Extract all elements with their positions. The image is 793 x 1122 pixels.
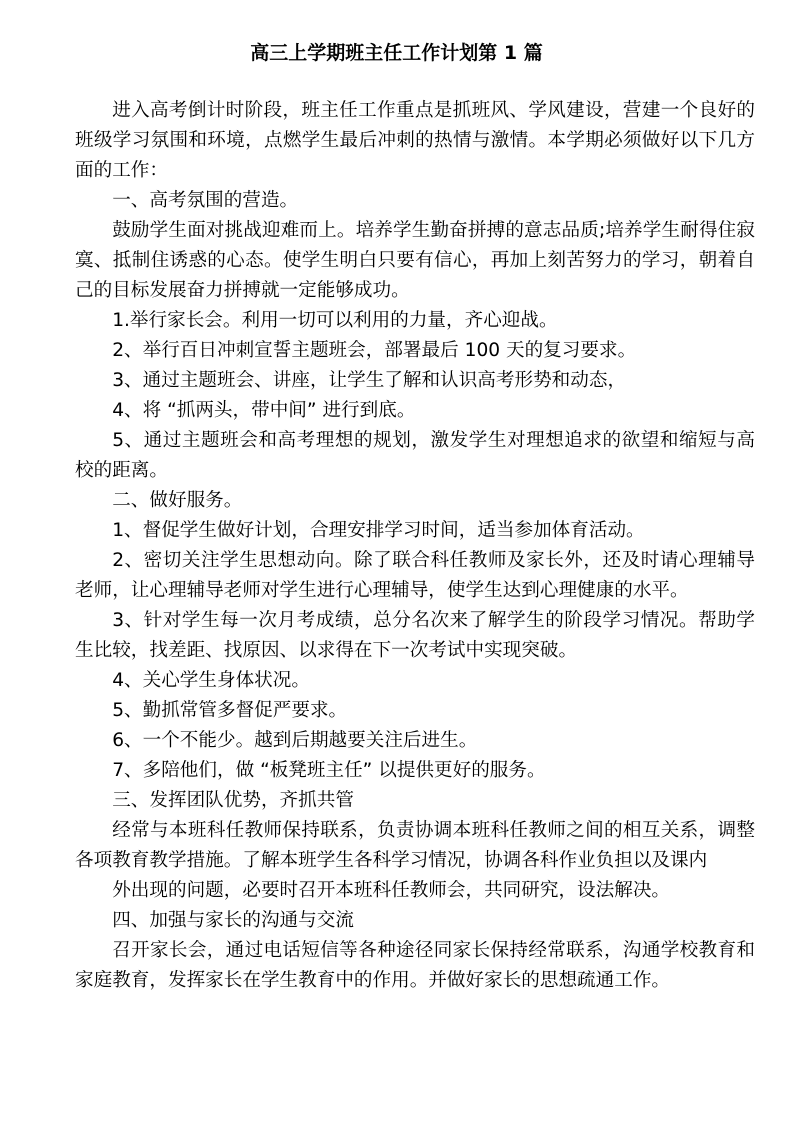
list-item: 7、多陪他们，做 “板凳班主任” 以提供更好的服务。	[112, 760, 546, 781]
list-item: 4、将 “抓两头，带中间” 进行到底。	[112, 400, 416, 421]
document-title: 高三上学期班主任工作计划第 1 篇	[250, 42, 543, 64]
list-item: 3、针对学生每一次月考成绩，总分名次来了解学生的阶段学习情况。帮助学生比较，找差距、找原因、以求得在下一次考试中实现突破。	[75, 610, 755, 661]
section-heading: 三、发挥团队优势，齐抓共管	[112, 790, 354, 811]
paragraph: 经常与本班科任教师保持联系，负责协调本班科任教师之间的相互关系，调整各项教育教学措施。了解本班学生各科学习情况，协调各科作业负担以及课内	[75, 820, 755, 871]
list-item: 2、举行百日冲刺宣誓主题班会，部署最后 100 天的复习要求。	[112, 340, 637, 361]
list-item: 1、督促学生做好计划，合理安排学习时间，适当参加体育活动。	[112, 520, 645, 541]
section-heading: 一、高考氛围的营造。	[112, 190, 299, 211]
list-item: 5、通过主题班会和高考理想的规划，激发学生对理想追求的欲望和缩短与高校的距离。	[75, 430, 755, 481]
list-item: 4、关心学生身体状况。	[112, 670, 310, 691]
paragraph: 外出现的问题，必要时召开本班科任教师会，共同研究，设法解决。	[112, 880, 671, 901]
list-item: 3、通过主题班会、讲座，让学生了解和认识高考形势和动态，	[112, 370, 627, 391]
list-item: 6、一个不能少。越到后期越要关注后进生。	[112, 730, 478, 751]
paragraph: 召开家长会，通过电话短信等各种途径同家长保持经常联系，沟通学校教育和家庭教育，发挥家长在学生教育中的作用。并做好家长的思想疏通工作。	[75, 940, 755, 991]
section-heading: 二、做好服务。	[112, 490, 243, 511]
paragraph: 鼓励学生面对挑战迎难而上。培养学生勤奋拼搏的意志品质;培养学生耐得住寂寞、抵制住诱惑的心态。使学生明白只要有信心，再加上刻苦努力的学习，朝着自己的目标发展奋力拼搏就一定能够成功。	[75, 220, 755, 301]
paragraph: 进入高考倒计时阶段，班主任工作重点是抓班风、学风建设，营建一个良好的班级学习氛围和环境，点燃学生最后冲刺的热情与激情。本学期必须做好以下几方面的工作：	[75, 100, 755, 181]
list-item: 2、密切关注学生思想动向。除了联合科任教师及家长外，还及时请心理辅导老师，让心理辅导老师对学生进行心理辅导，使学生达到心理健康的水平。	[75, 550, 755, 601]
section-heading: 四、加强与家长的沟通与交流	[112, 910, 354, 931]
list-item: 5、勤抓常管多督促严要求。	[112, 700, 348, 721]
document-body	[75, 96, 755, 996]
list-item: 1.举行家长会。利用一切可以利用的力量，齐心迎战。	[112, 310, 558, 331]
